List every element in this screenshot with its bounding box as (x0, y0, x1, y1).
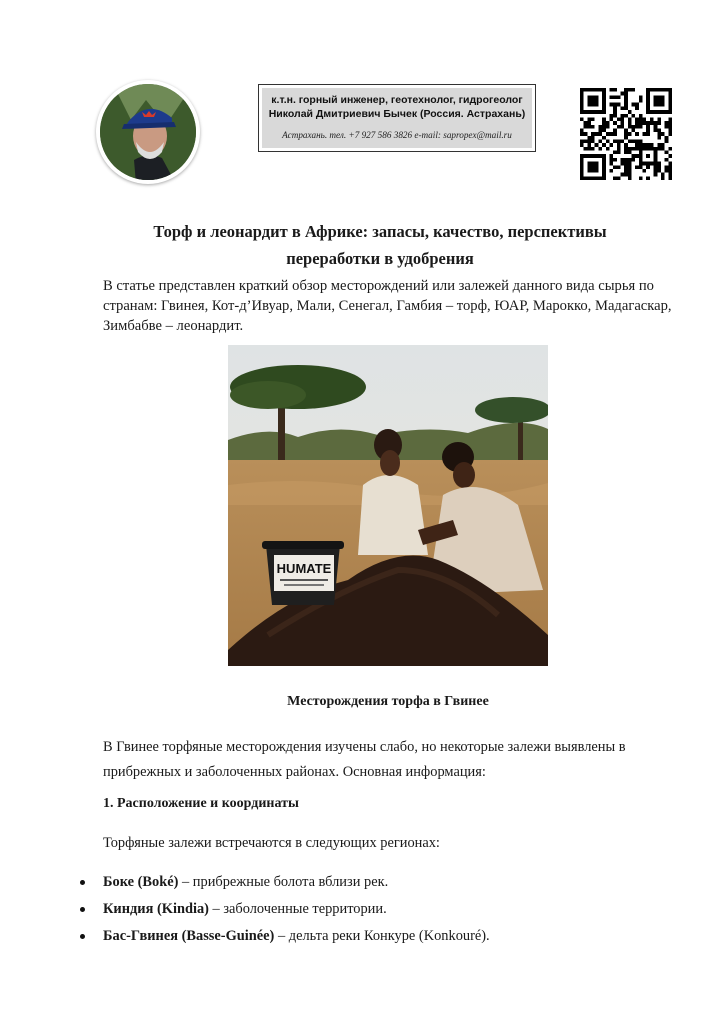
list-item (80, 899, 680, 926)
intro-paragraph: В статье представлен краткий обзор месторождений или залежей данного вида сырья по странам: Гвинея, Кот-д’Ивуар, Мали, Сенегал, Гамбия – торф, ЮАР, Марокко, Мадагаскар, Зимбабве – леонардит. (103, 278, 672, 334)
title-line-1: Торф и леонардит в Африке: запасы, качество, перспективы (153, 222, 607, 241)
author-name: Николай Дмитриевич Бычек (Россия. Астрахань) (268, 108, 526, 120)
author-contacts: Астрахань. тел. +7 927 586 3826 e-mail: sapropex@mail.ru (282, 130, 512, 140)
author-photo (96, 80, 200, 184)
article-title (120, 218, 640, 272)
author-contact-box (258, 84, 536, 152)
region-name: Киндия (Kindia) (103, 901, 209, 917)
title-line-2: переработки в удобрения (286, 249, 474, 268)
article-photo (228, 345, 548, 666)
qr-code (580, 88, 672, 180)
author-credentials: к.т.н. горный инженер, геотехнолог, гидрогеолог (271, 94, 523, 106)
bullet-icon (80, 934, 85, 939)
region-description: – заболоченные территории. (208, 901, 387, 917)
subsection-heading: 1. Расположение и координаты (103, 796, 299, 811)
bullet-icon (80, 907, 85, 912)
section-heading: Месторождения торфа в Гвинее (287, 694, 489, 709)
region-description: – прибрежные болота вблизи рек. (178, 874, 389, 890)
section-paragraph: В Гвинее торфяные месторождения изучены слабо, но некоторые залежи выявлены в прибрежных и заболоченных районах. Основная информация: (103, 739, 626, 780)
region-list (80, 872, 680, 953)
region-description: – дельта реки Конкуре (Konkouré). (274, 928, 490, 944)
bucket-label: HUMATE (276, 561, 332, 576)
region-name: Бас-Гвинея (Basse-Guinée) (103, 928, 275, 944)
list-item (80, 926, 680, 953)
region-name: Боке (Boké) (103, 874, 179, 890)
subsection-paragraph: Торфяные залежи встречаются в следующих регионах: (103, 835, 440, 851)
list-item (80, 872, 680, 899)
bullet-icon (80, 880, 85, 885)
